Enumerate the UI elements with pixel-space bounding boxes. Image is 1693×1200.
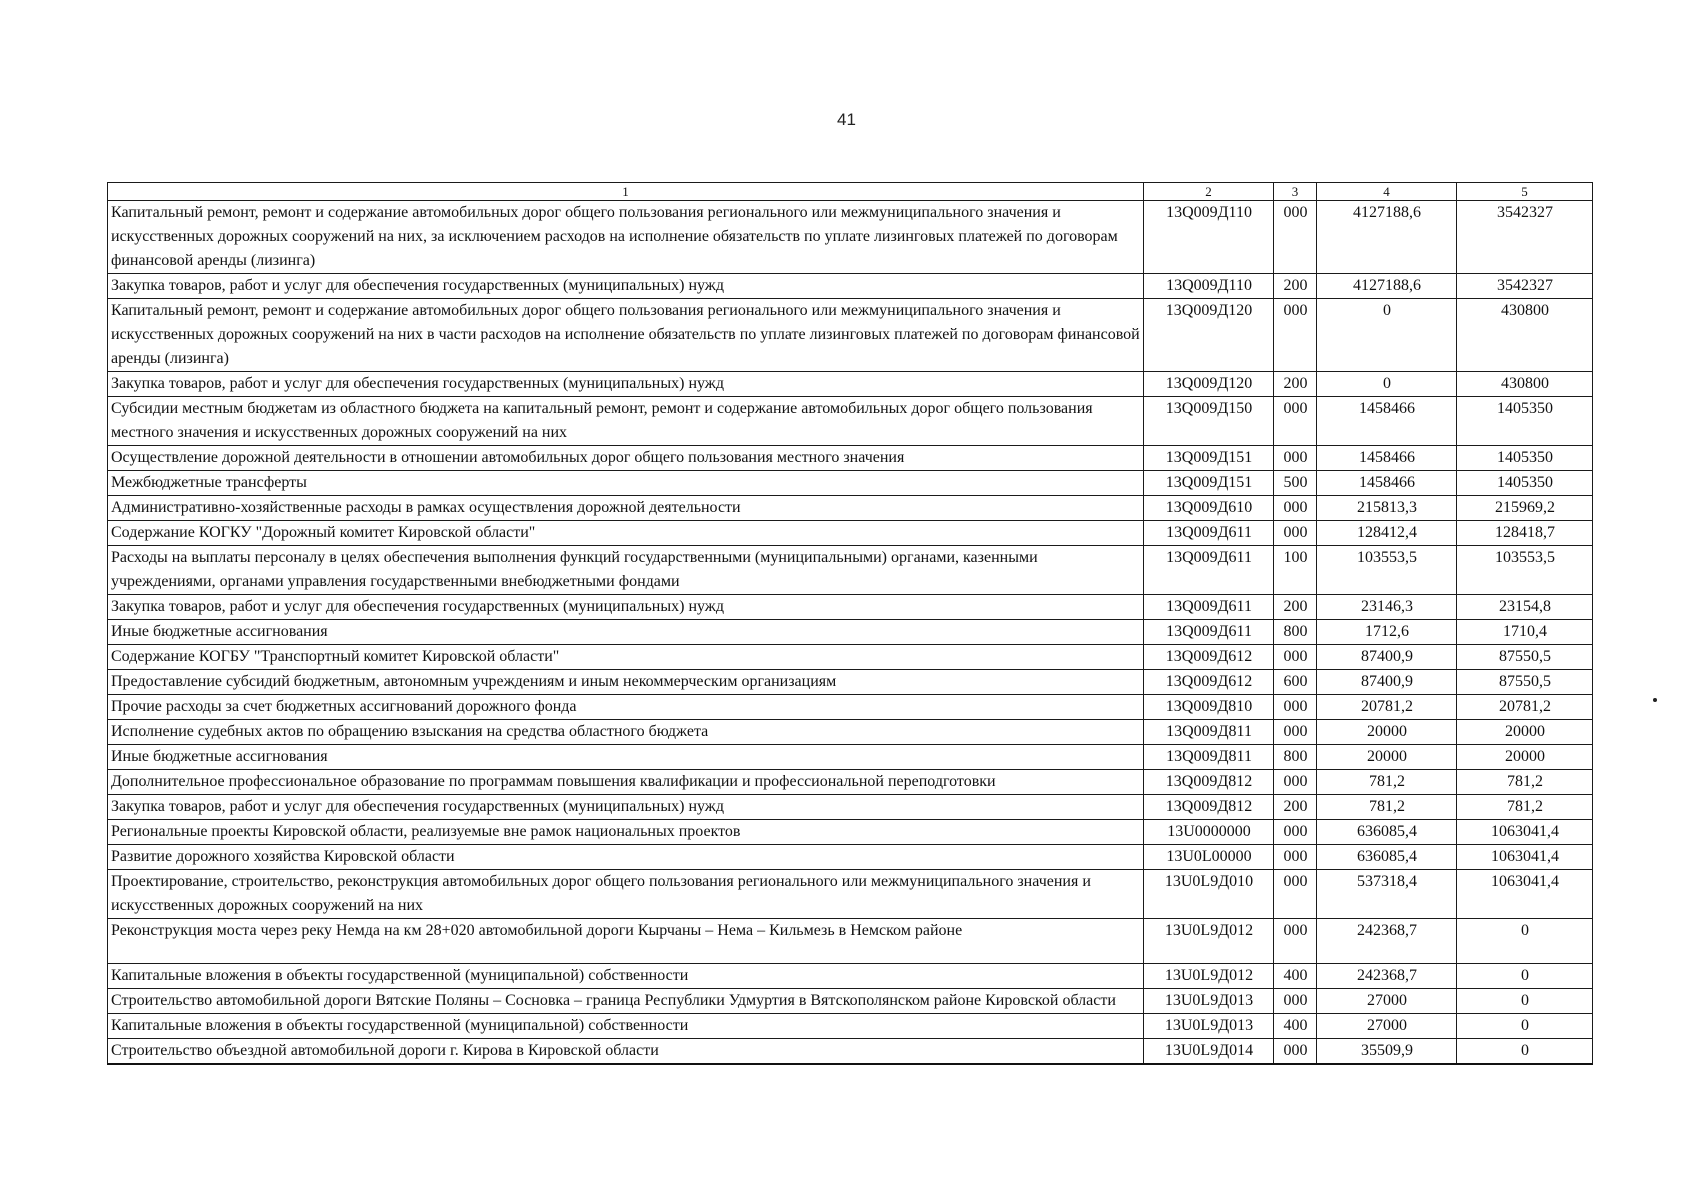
row-value-col4-cell: 87400,9 <box>1317 645 1457 670</box>
row-type-cell: 600 <box>1274 670 1317 695</box>
page-number: 41 <box>837 110 856 129</box>
row-name-cell: Содержание КОГБУ "Транспортный комитет Кировской области" <box>108 645 1144 670</box>
row-value-col5-cell: 1710,4 <box>1457 620 1593 645</box>
row-type-cell: 000 <box>1274 845 1317 870</box>
row-name-cell: Осуществление дорожной деятельности в отношении автомобильных дорог общего пользования местного значения <box>108 446 1144 471</box>
row-value-col4-cell: 1458466 <box>1317 446 1457 471</box>
table-row <box>108 745 1593 770</box>
table-row <box>108 695 1593 720</box>
table-row <box>108 919 1593 964</box>
row-value-col5-cell: 0 <box>1457 1039 1593 1065</box>
row-name-cell: Развитие дорожного хозяйства Кировской области <box>108 845 1144 870</box>
row-name-cell: Капитальный ремонт, ремонт и содержание автомобильных дорог общего пользования регионального или межмуниципального значения и искусственных дорожных сооружений на них в части расходов на исполнение обязательств по уплате лизинговых платежей по договорам финансовой аренды (лизинга) <box>108 299 1144 372</box>
row-type-cell: 000 <box>1274 1039 1317 1065</box>
row-value-col4-cell: 1458466 <box>1317 471 1457 496</box>
row-code-cell: 13U0L9Д014 <box>1144 1039 1274 1065</box>
row-name-cell: Закупка товаров, работ и услуг для обеспечения государственных (муниципальных) нужд <box>108 372 1144 397</box>
row-code-cell: 13U0L9Д012 <box>1144 919 1274 964</box>
table-row <box>108 201 1593 274</box>
row-type-cell: 000 <box>1274 397 1317 446</box>
row-value-col5-cell: 20000 <box>1457 745 1593 770</box>
row-type-cell: 000 <box>1274 446 1317 471</box>
scan-speck <box>1653 698 1657 702</box>
row-type-cell: 000 <box>1274 496 1317 521</box>
row-type-cell: 200 <box>1274 795 1317 820</box>
table-row <box>108 989 1593 1014</box>
row-code-cell: 13Q009Д150 <box>1144 397 1274 446</box>
row-name-cell: Закупка товаров, работ и услуг для обеспечения государственных (муниципальных) нужд <box>108 595 1144 620</box>
row-value-col5-cell: 3542327 <box>1457 201 1593 274</box>
row-name-cell: Закупка товаров, работ и услуг для обеспечения государственных (муниципальных) нужд <box>108 274 1144 299</box>
row-value-col5-cell: 781,2 <box>1457 795 1593 820</box>
row-code-cell: 13Q009Д811 <box>1144 720 1274 745</box>
row-value-col5-cell: 20000 <box>1457 720 1593 745</box>
row-type-cell: 400 <box>1274 1014 1317 1039</box>
row-value-col5-cell: 430800 <box>1457 299 1593 372</box>
table-row <box>108 546 1593 595</box>
header-col-3: 3 <box>1274 183 1317 201</box>
row-value-col5-cell: 3542327 <box>1457 274 1593 299</box>
row-code-cell: 13U0000000 <box>1144 820 1274 845</box>
row-value-col4-cell: 537318,4 <box>1317 870 1457 919</box>
row-value-col5-cell: 23154,8 <box>1457 595 1593 620</box>
row-code-cell: 13U0L9Д013 <box>1144 1014 1274 1039</box>
row-type-cell: 400 <box>1274 964 1317 989</box>
row-value-col4-cell: 0 <box>1317 299 1457 372</box>
row-value-col5-cell: 87550,5 <box>1457 670 1593 695</box>
row-code-cell: 13Q009Д611 <box>1144 595 1274 620</box>
table-row <box>108 274 1593 299</box>
row-value-col4-cell: 27000 <box>1317 989 1457 1014</box>
row-value-col4-cell: 781,2 <box>1317 770 1457 795</box>
row-name-cell: Капитальные вложения в объекты государственной (муниципальной) собственности <box>108 1014 1144 1039</box>
table-row <box>108 795 1593 820</box>
row-type-cell: 200 <box>1274 595 1317 620</box>
row-code-cell: 13U0L00000 <box>1144 845 1274 870</box>
row-value-col4-cell: 781,2 <box>1317 795 1457 820</box>
row-value-col4-cell: 35509,9 <box>1317 1039 1457 1065</box>
table-row <box>108 595 1593 620</box>
row-type-cell: 500 <box>1274 471 1317 496</box>
row-name-cell: Межбюджетные трансферты <box>108 471 1144 496</box>
row-value-col4-cell: 20000 <box>1317 745 1457 770</box>
row-code-cell: 13U0L9Д012 <box>1144 964 1274 989</box>
row-value-col4-cell: 242368,7 <box>1317 964 1457 989</box>
row-name-cell: Строительство объездной автомобильной дороги г. Кирова в Кировской области <box>108 1039 1144 1065</box>
row-type-cell: 000 <box>1274 695 1317 720</box>
header-col-1: 1 <box>108 183 1144 201</box>
row-value-col5-cell: 1063041,4 <box>1457 820 1593 845</box>
row-value-col4-cell: 128412,4 <box>1317 521 1457 546</box>
row-type-cell: 800 <box>1274 745 1317 770</box>
row-code-cell: 13Q009Д611 <box>1144 620 1274 645</box>
row-value-col5-cell: 0 <box>1457 1014 1593 1039</box>
row-type-cell: 000 <box>1274 989 1317 1014</box>
row-value-col4-cell: 1712,6 <box>1317 620 1457 645</box>
table-row <box>108 964 1593 989</box>
row-type-cell: 000 <box>1274 201 1317 274</box>
row-value-col4-cell: 103553,5 <box>1317 546 1457 595</box>
table-row <box>108 870 1593 919</box>
table-row <box>108 845 1593 870</box>
row-name-cell: Реконструкция моста через реку Немда на км 28+020 автомобильной дороги Кырчаны – Нема – Кильмезь в Немском районе <box>108 919 1144 964</box>
row-value-col5-cell: 1405350 <box>1457 397 1593 446</box>
row-code-cell: 13Q009Д812 <box>1144 770 1274 795</box>
row-code-cell: 13Q009Д612 <box>1144 670 1274 695</box>
row-value-col5-cell: 0 <box>1457 989 1593 1014</box>
row-value-col5-cell: 1405350 <box>1457 446 1593 471</box>
row-code-cell: 13Q009Д610 <box>1144 496 1274 521</box>
row-name-cell: Предоставление субсидий бюджетным, автономным учреждениям и иным некоммерческим организациям <box>108 670 1144 695</box>
row-name-cell: Прочие расходы за счет бюджетных ассигнований дорожного фонда <box>108 695 1144 720</box>
row-value-col4-cell: 215813,3 <box>1317 496 1457 521</box>
row-value-col5-cell: 20781,2 <box>1457 695 1593 720</box>
row-value-col4-cell: 4127188,6 <box>1317 201 1457 274</box>
row-type-cell: 100 <box>1274 546 1317 595</box>
row-name-cell: Иные бюджетные ассигнования <box>108 745 1144 770</box>
row-type-cell: 000 <box>1274 820 1317 845</box>
table-row <box>108 521 1593 546</box>
row-type-cell: 000 <box>1274 299 1317 372</box>
table-row <box>108 372 1593 397</box>
table-body <box>108 201 1593 1065</box>
row-value-col5-cell: 430800 <box>1457 372 1593 397</box>
table-row <box>108 446 1593 471</box>
table-row <box>108 620 1593 645</box>
row-code-cell: 13U0L9Д013 <box>1144 989 1274 1014</box>
row-value-col5-cell: 103553,5 <box>1457 546 1593 595</box>
row-value-col4-cell: 242368,7 <box>1317 919 1457 964</box>
row-value-col5-cell: 0 <box>1457 964 1593 989</box>
table-row <box>108 820 1593 845</box>
table-row <box>108 1014 1593 1039</box>
row-value-col5-cell: 1063041,4 <box>1457 870 1593 919</box>
row-value-col4-cell: 1458466 <box>1317 397 1457 446</box>
row-name-cell: Расходы на выплаты персоналу в целях обеспечения выполнения функций государственными (муниципальными) органами, казенными учреждениями, органами управления государственными внебюджетными фондами <box>108 546 1144 595</box>
row-type-cell: 000 <box>1274 720 1317 745</box>
row-value-col4-cell: 27000 <box>1317 1014 1457 1039</box>
table-row <box>108 471 1593 496</box>
row-code-cell: 13Q009Д611 <box>1144 521 1274 546</box>
row-value-col5-cell: 1063041,4 <box>1457 845 1593 870</box>
table-row <box>108 1039 1593 1065</box>
table-row <box>108 397 1593 446</box>
row-name-cell: Исполнение судебных актов по обращению взыскания на средства областного бюджета <box>108 720 1144 745</box>
row-type-cell: 800 <box>1274 620 1317 645</box>
row-value-col5-cell: 0 <box>1457 919 1593 964</box>
row-name-cell: Содержание КОГКУ "Дорожный комитет Кировской области" <box>108 521 1144 546</box>
row-type-cell: 000 <box>1274 919 1317 964</box>
row-name-cell: Капитальный ремонт, ремонт и содержание автомобильных дорог общего пользования регионального или межмуниципального значения и искусственных дорожных сооружений на них, за исключением расходов на исполнение обязательств по уплате лизинговых платежей по договорам финансовой аренды (лизинга) <box>108 201 1144 274</box>
row-name-cell: Капитальные вложения в объекты государственной (муниципальной) собственности <box>108 964 1144 989</box>
row-type-cell: 000 <box>1274 870 1317 919</box>
row-code-cell: 13Q009Д612 <box>1144 645 1274 670</box>
row-code-cell: 13Q009Д810 <box>1144 695 1274 720</box>
row-name-cell: Закупка товаров, работ и услуг для обеспечения государственных (муниципальных) нужд <box>108 795 1144 820</box>
row-type-cell: 000 <box>1274 770 1317 795</box>
row-code-cell: 13Q009Д151 <box>1144 471 1274 496</box>
row-type-cell: 200 <box>1274 274 1317 299</box>
header-col-4: 4 <box>1317 183 1457 201</box>
row-name-cell: Субсидии местным бюджетам из областного бюджета на капитальный ремонт, ремонт и содержание автомобильных дорог общего пользования местного значения и искусственных дорожных сооружений на них <box>108 397 1144 446</box>
row-value-col4-cell: 636085,4 <box>1317 845 1457 870</box>
row-name-cell: Иные бюджетные ассигнования <box>108 620 1144 645</box>
row-value-col5-cell: 87550,5 <box>1457 645 1593 670</box>
row-value-col4-cell: 4127188,6 <box>1317 274 1457 299</box>
row-value-col4-cell: 20000 <box>1317 720 1457 745</box>
header-col-5: 5 <box>1457 183 1593 201</box>
row-value-col5-cell: 1405350 <box>1457 471 1593 496</box>
budget-table <box>107 182 1593 1065</box>
row-name-cell: Проектирование, строительство, реконструкция автомобильных дорог общего пользования регионального или межмуниципального значения и искусственных дорожных сооружений на них <box>108 870 1144 919</box>
table-row <box>108 299 1593 372</box>
row-value-col4-cell: 20781,2 <box>1317 695 1457 720</box>
table-row <box>108 770 1593 795</box>
row-value-col4-cell: 0 <box>1317 372 1457 397</box>
row-value-col5-cell: 781,2 <box>1457 770 1593 795</box>
row-name-cell: Дополнительное профессиональное образование по программам повышения квалификации и профессиональной переподготовки <box>108 770 1144 795</box>
row-name-cell: Строительство автомобильной дороги Вятские Поляны – Сосновка – граница Республики Удмуртия в Вятскополянском районе Кировской области <box>108 989 1144 1014</box>
row-code-cell: 13Q009Д110 <box>1144 201 1274 274</box>
header-col-2: 2 <box>1144 183 1274 201</box>
table-row <box>108 496 1593 521</box>
table-row <box>108 670 1593 695</box>
row-value-col4-cell: 23146,3 <box>1317 595 1457 620</box>
row-value-col5-cell: 128418,7 <box>1457 521 1593 546</box>
row-name-cell: Административно-хозяйственные расходы в рамках осуществления дорожной деятельности <box>108 496 1144 521</box>
row-code-cell: 13Q009Д120 <box>1144 372 1274 397</box>
row-code-cell: 13Q009Д811 <box>1144 745 1274 770</box>
table-row <box>108 645 1593 670</box>
row-name-cell: Региональные проекты Кировской области, реализуемые вне рамок национальных проектов <box>108 820 1144 845</box>
row-code-cell: 13Q009Д120 <box>1144 299 1274 372</box>
row-value-col4-cell: 636085,4 <box>1317 820 1457 845</box>
row-type-cell: 000 <box>1274 521 1317 546</box>
row-code-cell: 13Q009Д812 <box>1144 795 1274 820</box>
header-row <box>108 183 1593 201</box>
row-value-col4-cell: 87400,9 <box>1317 670 1457 695</box>
row-value-col5-cell: 215969,2 <box>1457 496 1593 521</box>
row-type-cell: 000 <box>1274 645 1317 670</box>
table-row <box>108 720 1593 745</box>
row-code-cell: 13Q009Д151 <box>1144 446 1274 471</box>
row-code-cell: 13U0L9Д010 <box>1144 870 1274 919</box>
row-code-cell: 13Q009Д110 <box>1144 274 1274 299</box>
row-code-cell: 13Q009Д611 <box>1144 546 1274 595</box>
row-type-cell: 200 <box>1274 372 1317 397</box>
